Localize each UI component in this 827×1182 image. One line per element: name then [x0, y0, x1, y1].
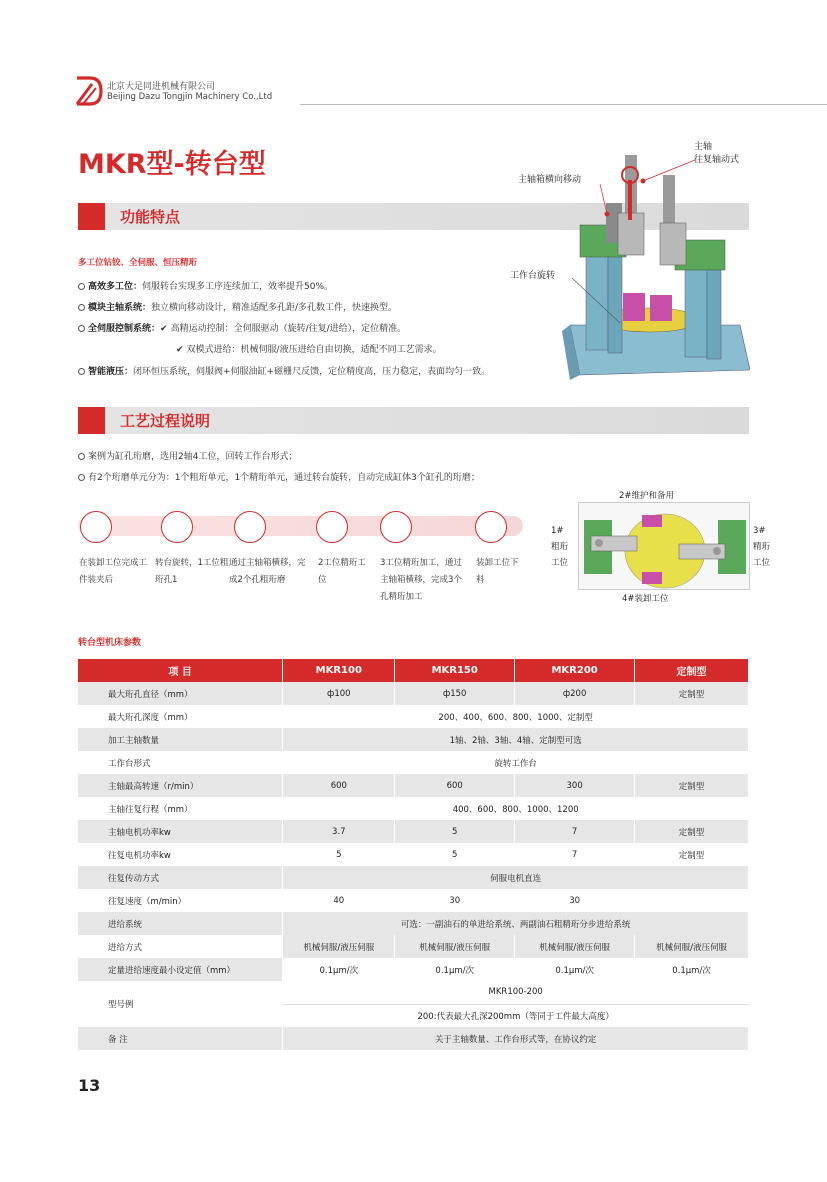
table-cell: 0.1μm/次 — [283, 958, 395, 981]
process-step-text: 装卸工位下料 — [476, 558, 519, 585]
table-header-cell: MKR100 — [283, 659, 395, 682]
company-name-en: Beijing Dazu Tongjin Machinery Co.,Ltd — [107, 92, 273, 102]
table-cell — [635, 889, 749, 912]
table-row — [78, 958, 749, 981]
params-table — [78, 659, 749, 1050]
process-step-circle — [161, 511, 193, 543]
row-label: 最大珩孔深度（mm） — [78, 705, 283, 728]
table-cell: 机械伺服/液压伺服 — [283, 935, 395, 958]
table-header-cell: MKR200 — [515, 659, 635, 682]
table-row — [78, 728, 749, 751]
row-label: 主轴最高转速（r/min） — [78, 774, 283, 797]
row-label: 最大珩孔直径（mm） — [78, 682, 283, 705]
company-logo-icon — [74, 74, 104, 108]
section-label: 功能特点 — [120, 208, 181, 226]
table-cell: 0.1μm/次 — [635, 958, 749, 981]
section-marker — [78, 203, 105, 230]
row-label: 工作台形式 — [78, 751, 283, 774]
process-step-text: 通过主轴箱横移，完成2个孔粗珩磨 — [229, 558, 306, 585]
table-cell: 3.7 — [283, 820, 395, 843]
table-row — [78, 751, 749, 774]
station-label-right: 3# 精珩 工位 — [753, 526, 771, 568]
table-row — [78, 912, 749, 935]
table-cell: 定制型 — [635, 843, 749, 866]
table-row — [78, 705, 749, 728]
table-row — [78, 843, 749, 866]
table-cell: 定制型 — [635, 820, 749, 843]
process-step-circle — [316, 511, 348, 543]
feature-line: 智能液压：闭环恒压系统，伺服阀+伺服油缸+磁栅尺反馈，定位精度高，压力稳定，表面均匀一致。 — [78, 364, 490, 377]
row-label: 往复传动方式 — [78, 866, 283, 889]
process-step-text: 3工位精珩加工，通过主轴箱横移，完成3个孔精珩加工 — [380, 558, 462, 602]
table-cell: 400、600、800、1000、1200 — [283, 797, 749, 820]
bullet-icon — [78, 325, 85, 332]
table-header-cell: MKR150 — [395, 659, 515, 682]
table-row — [78, 820, 749, 843]
row-label: 定量进给速度最小设定值（mm） — [78, 958, 283, 981]
table-cell: 机械伺服/液压伺服 — [635, 935, 749, 958]
station-label-bottom: 4#装卸工位 — [622, 594, 669, 604]
table-cell: 1轴、2轴、3轴、4轴、定制型可选 — [283, 728, 749, 751]
bullet-icon — [78, 474, 85, 481]
section-marker — [78, 407, 105, 434]
check-icon: ✔ — [176, 345, 184, 355]
section-heading-process — [78, 407, 749, 434]
feature-line: 全伺服控制系统：✔ 高精运动控制：全伺服驱动（旋转/往复/进给），定位精准。 — [78, 321, 406, 334]
table-cell: 200:代表最大孔深200mm（等同于工件最大高度） — [283, 1004, 749, 1027]
bullet-icon — [78, 283, 85, 290]
table-cell: MKR100-200 — [283, 981, 749, 1004]
table-row — [78, 774, 749, 797]
station-diagram-graphic — [579, 503, 751, 591]
process-flow-band — [78, 516, 523, 536]
process-step-circle — [380, 511, 412, 543]
bullet-icon — [78, 368, 85, 375]
table-cell: 5 — [395, 843, 515, 866]
page-title: MKR型-转台型 — [78, 149, 266, 180]
header-divider — [300, 104, 827, 105]
feature-line: 模块主轴系统：独立横向移动设计，精准适配多孔距/多孔数工件，快速换型。 — [78, 300, 397, 313]
table-cell: ф100 — [283, 682, 395, 705]
process-step-text: 2工位精珩工位 — [318, 558, 366, 585]
table-header-row — [78, 659, 749, 682]
table-cell: 7 — [515, 843, 635, 866]
table-cell: 定制型 — [635, 774, 749, 797]
feature-line: 高效多工位：伺服转台实现多工序连续加工，效率提升50%。 — [78, 279, 333, 292]
table-cell: 机械伺服/液压伺服 — [515, 935, 635, 958]
row-label: 往复速度（m/min） — [78, 889, 283, 912]
table-cell: 30 — [515, 889, 635, 912]
callout-reciprocating: 往复轴动式 — [694, 155, 740, 165]
table-cell: 600 — [283, 774, 395, 797]
row-label: 主轴电机功率kw — [78, 820, 283, 843]
table-header-cell: 定制型 — [635, 659, 749, 682]
table-cell: 关于主轴数量、工作台形式等，在协议约定 — [283, 1027, 749, 1050]
process-line: 案例为缸孔珩磨，选用2轴4工位，回转工作台形式； — [78, 449, 297, 462]
table-row — [78, 1027, 749, 1050]
table-cell: 0.1μm/次 — [395, 958, 515, 981]
process-line: 有2个珩磨单元分为：1个粗珩单元，1个精珩单元，通过转台旋转，自动完成缸体3个缸孔的珩磨； — [78, 470, 480, 483]
row-label: 主轴往复行程（mm） — [78, 797, 283, 820]
table-cell: 600 — [395, 774, 515, 797]
process-step-circle — [475, 511, 507, 543]
table-cell: 0.1μm/次 — [515, 958, 635, 981]
row-label: 进给系统 — [78, 912, 283, 935]
table-row — [78, 682, 749, 705]
check-icon: ✔ — [160, 324, 168, 334]
callout-spindle: 主轴 — [694, 142, 713, 152]
row-label: 加工主轴数量 — [78, 728, 283, 751]
table-row — [78, 935, 749, 958]
process-step-circle — [80, 511, 112, 543]
station-label-top: 2#维护和备用 — [619, 491, 675, 501]
table-cell: 伺服电机直连 — [283, 866, 749, 889]
table-cell: 300 — [515, 774, 635, 797]
table-cell: 定制型 — [635, 682, 749, 705]
table-row — [78, 797, 749, 820]
table-cell: ф150 — [395, 682, 515, 705]
row-label: 进给方式 — [78, 935, 283, 958]
table-row — [78, 866, 749, 889]
section-label: 工艺过程说明 — [120, 412, 211, 430]
table-row — [78, 889, 749, 912]
page-number: 13 — [78, 1076, 101, 1095]
row-label: 型号例 — [78, 981, 283, 1027]
station-diagram — [578, 502, 750, 590]
table-cell: ф200 — [515, 682, 635, 705]
features-tagline: 多工位钻铰、全伺服、恒压精珩 — [78, 258, 198, 268]
table-cell: 7 — [515, 820, 635, 843]
table-row — [78, 981, 749, 1004]
callout-rotary-table: 工作台旋转 — [510, 271, 556, 281]
table-cell: 机械伺服/液压伺服 — [395, 935, 515, 958]
feature-line: ✔ 双模式进给：机械伺服/液压进给自由切换，适配不同工艺需求。 — [176, 345, 442, 355]
params-title: 转台型机床参数 — [78, 638, 142, 648]
table-cell: 旋转工作台 — [283, 751, 749, 774]
table-cell: 40 — [283, 889, 395, 912]
page-header — [0, 0, 827, 110]
station-label-left: 1# 粗珩 工位 — [551, 526, 569, 568]
bullet-icon — [78, 453, 85, 460]
table-cell: 5 — [395, 820, 515, 843]
process-step-circle — [234, 511, 266, 543]
table-cell: 200、400、600、800、1000、定制型 — [283, 705, 749, 728]
bullet-icon — [78, 304, 85, 311]
table-cell: 30 — [395, 889, 515, 912]
process-step-text: 转台旋转，1工位粗珩孔1 — [155, 558, 229, 585]
table-cell: 可选：一副油石的单进给系统、两副油石粗精珩分步进给系统 — [283, 912, 749, 935]
table-header-cell: 项 目 — [78, 659, 283, 682]
row-label: 往复电机功率kw — [78, 843, 283, 866]
company-name-cn: 北京大足同进机械有限公司 — [107, 82, 216, 92]
table-cell: 5 — [283, 843, 395, 866]
callout-lateral-move: 主轴箱横向移动 — [518, 175, 582, 185]
process-step-text: 在装卸工位完成工件装夹后 — [79, 558, 148, 585]
row-label: 备 注 — [78, 1027, 283, 1050]
